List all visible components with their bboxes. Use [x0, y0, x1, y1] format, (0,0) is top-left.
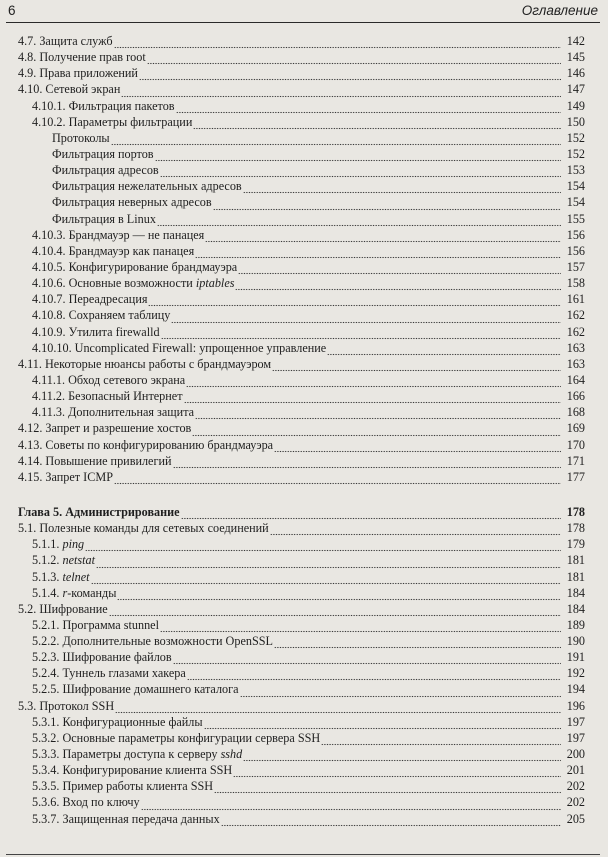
toc-leader-dots: [160, 162, 561, 178]
toc-entry-title: [18, 453, 172, 469]
toc-entry-title: [18, 601, 108, 617]
toc-entry-title: [18, 520, 269, 536]
toc-entry-title: [32, 340, 326, 356]
toc-row[interactable]: [18, 420, 585, 436]
toc-row[interactable]: [18, 211, 585, 227]
toc-entry-text: Фильтрация адресов: [52, 163, 159, 178]
toc-entry-title: [32, 291, 147, 307]
toc-row[interactable]: [18, 372, 585, 388]
toc-page-number: 146: [566, 66, 585, 81]
toc-entry-text: 5.2.3. Шифрование файлов: [32, 650, 172, 665]
toc-page-number: 162: [566, 324, 585, 339]
toc-entry-text: 5.1. Полезные команды для сетевых соединений: [18, 521, 269, 536]
toc-row[interactable]: [18, 324, 585, 340]
toc-page-number: 162: [566, 308, 585, 323]
toc-entry-title: [32, 114, 192, 130]
toc-page-number: 201: [566, 763, 585, 778]
toc-row[interactable]: [18, 356, 585, 372]
toc-entry-emphasis: netstat: [62, 553, 95, 568]
toc-entry-title: [32, 778, 213, 794]
toc-entry-text: 4.11.3. Дополнительная защита: [32, 405, 195, 420]
toc-entry-title: [52, 162, 159, 178]
toc-entry-text: 5.2.4. Туннель глазами хакера: [32, 666, 186, 681]
toc-leader-dots: [117, 585, 561, 601]
toc-row[interactable]: [18, 469, 585, 485]
toc-entry-title: [32, 536, 84, 552]
toc-leader-dots: [171, 307, 561, 323]
toc-leader-dots: [176, 98, 561, 114]
toc-page-number: 197: [566, 714, 585, 729]
page-header-title: Оглавление: [521, 3, 598, 18]
toc-row[interactable]: [18, 714, 585, 730]
toc-entry-text: Фильтрация в Linux: [52, 211, 156, 226]
toc-page-number: 171: [566, 453, 585, 468]
toc-entry-title: [32, 665, 186, 681]
toc-row[interactable]: [18, 617, 585, 633]
toc-entry-text: 4.11.2. Безопасный Интернет: [32, 389, 183, 404]
toc-page-number: 149: [566, 98, 585, 113]
toc-entry-text: 4.8. Получение прав root: [18, 50, 146, 65]
toc-entry-title: [18, 356, 271, 372]
toc-leader-dots: [274, 633, 561, 649]
toc-entry-text: 4.11. Некоторые нюансы работы с брандмауэром: [18, 356, 272, 371]
toc-row[interactable]: [18, 81, 585, 97]
toc-entry-title: [18, 81, 120, 97]
toc-page-number: 184: [566, 601, 585, 616]
toc-row[interactable]: [18, 388, 585, 404]
toc-row[interactable]: [18, 601, 585, 617]
toc-entry-text: 4.15. Запрет ICMP: [18, 469, 113, 484]
toc-entry-text: 5.1.3.: [32, 569, 63, 584]
toc-entry-title: [32, 404, 194, 420]
page-number: 6: [8, 3, 16, 18]
toc-entry-title: [32, 762, 232, 778]
toc-page-number: 169: [566, 421, 585, 436]
toc-entry-text: 5.3. Протокол SSH: [18, 698, 115, 713]
toc-page-number: 178: [566, 521, 585, 536]
toc-leader-dots: [243, 178, 561, 194]
toc-row[interactable]: [18, 227, 585, 243]
toc-leader-dots: [274, 437, 561, 453]
toc-entry-title: [32, 388, 183, 404]
toc-row[interactable]: [18, 291, 585, 307]
toc-page-number: 192: [566, 666, 585, 681]
toc-page-number: 166: [566, 389, 585, 404]
toc-row[interactable]: [18, 569, 585, 585]
toc-entry-title: [52, 211, 156, 227]
toc-entry-title: [52, 146, 154, 162]
toc-page-number: 161: [566, 292, 585, 307]
toc-leader-dots: [272, 356, 561, 372]
toc-leader-dots: [173, 649, 561, 665]
toc-leader-dots: [327, 340, 561, 356]
toc-page-number: 158: [566, 276, 585, 291]
toc-page-number: 177: [566, 469, 585, 484]
toc-leader-dots: [184, 388, 561, 404]
toc-entry-emphasis: telnet: [62, 569, 90, 584]
toc-row[interactable]: [18, 340, 585, 356]
toc-leader-dots: [155, 146, 561, 162]
toc-row[interactable]: [18, 259, 585, 275]
toc-page-number: 205: [566, 811, 585, 826]
toc-chapter-row[interactable]: [18, 504, 585, 520]
toc-page-number: 157: [566, 259, 585, 274]
toc-entry-text: 4.12. Запрет и разрешение хостов: [18, 421, 192, 436]
bottom-rule: [6, 854, 600, 855]
toc-leader-dots: [173, 453, 561, 469]
toc-entry-title: [32, 617, 159, 633]
toc-entry-text: Фильтрация неверных адресов: [52, 195, 212, 210]
toc-row[interactable]: [18, 98, 585, 114]
toc-page-number: 191: [566, 650, 585, 665]
toc-row[interactable]: [18, 811, 585, 827]
toc-entry-title: [32, 811, 220, 827]
toc-entry-title: [32, 227, 204, 243]
toc-leader-dots: [221, 811, 561, 827]
toc-entry-title: [32, 714, 203, 730]
toc-page-number: 155: [566, 211, 585, 226]
toc-row[interactable]: [18, 307, 585, 323]
toc-leader-dots: [235, 275, 561, 291]
toc-spacer: [18, 485, 585, 504]
toc-entry-title: [18, 437, 273, 453]
toc-page-number: 184: [566, 585, 585, 600]
toc-leader-dots: [115, 698, 561, 714]
toc-entry-text: 4.10.6. Основные возможности: [32, 276, 196, 291]
toc-row[interactable]: [18, 437, 585, 453]
toc-entry-title: [32, 649, 172, 665]
toc-page-number: 152: [566, 146, 585, 161]
toc-entry-title: [32, 259, 237, 275]
toc-entry-text: 4.10.10. Uncomplicated Firewall: упрощенное управление: [32, 340, 327, 355]
toc-leader-dots: [195, 243, 561, 259]
toc-entry-text: 4.10.7. Переадресация: [32, 292, 148, 307]
toc-row[interactable]: [18, 130, 585, 146]
toc-row[interactable]: [18, 794, 585, 810]
toc-leader-dots: [111, 130, 561, 146]
toc-row[interactable]: [18, 536, 585, 552]
toc-row[interactable]: [18, 746, 585, 762]
toc-entry-text: 5.3.6. Вход по ключу: [32, 795, 140, 810]
toc-entry-text: 5.2. Шифрование: [18, 601, 108, 616]
toc-entry-text: Глава 5. Администрирование: [18, 504, 180, 519]
toc-row[interactable]: [18, 633, 585, 649]
toc-entry-title: [32, 585, 116, 601]
toc-leader-dots: [181, 504, 561, 520]
toc-entry-text: 5.3.5. Пример работы клиента SSH: [32, 779, 214, 794]
toc-leader-dots: [141, 794, 561, 810]
toc-row[interactable]: [18, 520, 585, 536]
toc-entry-text: Фильтрация портов: [52, 146, 154, 161]
toc-leader-dots: [157, 211, 561, 227]
toc-leader-dots: [109, 601, 561, 617]
table-of-contents: [18, 33, 585, 827]
toc-entry-text: Протоколы: [52, 130, 110, 145]
toc-page-number: 164: [566, 372, 585, 387]
toc-page-number: 197: [566, 730, 585, 745]
toc-leader-dots: [187, 665, 561, 681]
toc-entry-text: 4.10.4. Брандмауэр как панацея: [32, 243, 195, 258]
toc-page-number: 196: [566, 698, 585, 713]
toc-entry-title: [18, 698, 114, 714]
toc-page-number: 147: [566, 82, 585, 97]
toc-leader-dots: [161, 324, 561, 340]
toc-entry-title: [18, 65, 138, 81]
toc-entry-text: 4.14. Повышение привилегий: [18, 453, 172, 468]
toc-page-number: 200: [566, 747, 585, 762]
toc-entry-emphasis: r: [62, 585, 68, 600]
toc-entry-text: 5.1.4.: [32, 585, 63, 600]
toc-page-number: 154: [566, 179, 585, 194]
toc-entry-text: 4.9. Права приложений: [18, 66, 138, 81]
toc-page-number: 145: [566, 50, 585, 65]
toc-row[interactable]: [18, 778, 585, 794]
toc-entry-title: [32, 633, 273, 649]
toc-entry-title: [32, 98, 175, 114]
toc-leader-dots: [160, 617, 561, 633]
toc-leader-dots: [270, 520, 561, 536]
toc-entry-text: 4.10.2. Параметры фильтрации: [32, 114, 193, 129]
toc-leader-dots: [205, 227, 561, 243]
toc-entry-emphasis: sshd: [220, 747, 243, 762]
toc-page-number: 163: [566, 340, 585, 355]
toc-entry-text: 4.10.5. Конфигурирование брандмауэра: [32, 259, 238, 274]
toc-page-number: 163: [566, 356, 585, 371]
toc-entry-emphasis: ping: [62, 537, 85, 552]
toc-entry-text: 4.11.1. Обход сетевого экрана: [32, 372, 186, 387]
toc-entry-text: 4.10.1. Фильтрация пакетов: [32, 98, 175, 113]
toc-entry-title: [18, 49, 146, 65]
toc-row[interactable]: [18, 649, 585, 665]
toc-leader-dots: [85, 536, 561, 552]
toc-entry-text: 5.2.5. Шифрование домашнего каталога: [32, 682, 239, 697]
toc-leader-dots: [121, 81, 561, 97]
toc-leader-dots: [213, 194, 561, 210]
toc-entry-title: [32, 275, 234, 291]
toc-leader-dots: [321, 730, 561, 746]
toc-entry-text: 5.3.1. Конфигурационные файлы: [32, 714, 203, 729]
toc-page-number: 156: [566, 243, 585, 258]
toc-entry-title: [18, 420, 191, 436]
toc-entry-text: 5.2.2. Дополнительные возможности OpenSSL: [32, 634, 273, 649]
toc-leader-dots: [238, 259, 561, 275]
toc-leader-dots: [204, 714, 561, 730]
toc-page-number: 154: [566, 195, 585, 210]
toc-row[interactable]: [18, 552, 585, 568]
toc-entry-title: [32, 307, 170, 323]
toc-page-number: 170: [566, 437, 585, 452]
toc-row[interactable]: [18, 65, 585, 81]
toc-row[interactable]: [18, 665, 585, 681]
toc-entry-suffix: -команды: [67, 585, 117, 600]
toc-page-number: 153: [566, 163, 585, 178]
toc-leader-dots: [186, 372, 561, 388]
toc-entry-text: 4.10.9. Утилита firewalld: [32, 324, 160, 339]
toc-row[interactable]: [18, 730, 585, 746]
toc-entry-title: [52, 130, 110, 146]
toc-leader-dots: [214, 778, 561, 794]
toc-page-number: 179: [566, 537, 585, 552]
toc-entry-title: [32, 569, 90, 585]
page-header: [6, 0, 600, 23]
toc-leader-dots: [240, 681, 561, 697]
toc-entry-text: 5.1.1.: [32, 537, 63, 552]
toc-row[interactable]: [18, 162, 585, 178]
toc-page-number: 142: [566, 34, 585, 48]
toc-row[interactable]: [18, 146, 585, 162]
toc-page-number: 189: [566, 617, 585, 632]
toc-entry-text: 5.3.4. Конфигурирование клиента SSH: [32, 763, 233, 778]
toc-entry-title: [18, 33, 113, 49]
toc-entry-text: 5.2.1. Программа stunnel: [32, 617, 159, 632]
toc-page-number: 194: [566, 682, 585, 697]
toc-leader-dots: [114, 33, 561, 49]
toc-row[interactable]: [18, 114, 585, 130]
toc-row[interactable]: [18, 178, 585, 194]
toc-leader-dots: [193, 114, 561, 130]
toc-row[interactable]: [18, 404, 585, 420]
toc-entry-emphasis: iptables: [195, 276, 235, 291]
toc-page-number: 150: [566, 114, 585, 129]
toc-entry-title: [52, 194, 212, 210]
toc-row[interactable]: [18, 585, 585, 601]
toc-page-number: 181: [566, 569, 585, 584]
toc-leader-dots: [96, 552, 561, 568]
toc-page-number: 168: [566, 405, 585, 420]
toc-row[interactable]: [18, 243, 585, 259]
toc-leader-dots: [147, 49, 561, 65]
toc-entry-title: [32, 681, 239, 697]
toc-leader-dots: [192, 420, 561, 436]
toc-entry-text: 5.3.3. Параметры доступа к серверу: [32, 747, 221, 762]
toc-leader-dots: [114, 469, 561, 485]
toc-entry-text: 4.7. Защита служб: [18, 34, 113, 48]
toc-entry-text: 4.10. Сетевой экран: [18, 82, 121, 97]
toc-entry-text: Фильтрация нежелательных адресов: [52, 179, 242, 194]
toc-entry-title: [18, 469, 113, 485]
toc-row[interactable]: [18, 275, 585, 291]
toc-entry-text: 4.10.8. Сохраняем таблицу: [32, 308, 171, 323]
toc-row[interactable]: [18, 681, 585, 697]
toc-entry-title: [32, 746, 242, 762]
toc-leader-dots: [195, 404, 561, 420]
toc-entry-title: [18, 504, 180, 520]
toc-row[interactable]: [18, 762, 585, 778]
toc-page-number: 202: [566, 779, 585, 794]
toc-entry-text: 4.13. Советы по конфигурированию брандмауэра: [18, 437, 274, 452]
toc-entry-title: [32, 730, 320, 746]
toc-entry-text: 5.1.2.: [32, 553, 63, 568]
toc-entry-title: [32, 243, 194, 259]
toc-row[interactable]: [18, 194, 585, 210]
toc-leader-dots: [148, 291, 561, 307]
toc-entry-title: [32, 794, 140, 810]
toc-leader-dots: [91, 569, 561, 585]
toc-entry-text: 4.10.3. Брандмауэр — не панацея: [32, 227, 205, 242]
toc-page-number: 202: [566, 795, 585, 810]
toc-row[interactable]: [18, 33, 585, 49]
toc-leader-dots: [243, 746, 561, 762]
toc-page-number: 156: [566, 227, 585, 242]
toc-row[interactable]: [18, 453, 585, 469]
toc-entry-text: 5.3.7. Защищенная передача данных: [32, 811, 220, 826]
toc-page-number: 178: [566, 504, 585, 519]
toc-entry-text: 5.3.2. Основные параметры конфигурации сервера SSH: [32, 730, 321, 745]
toc-page-number: 181: [566, 553, 585, 568]
toc-entry-title: [32, 372, 185, 388]
toc-page-number: 190: [566, 634, 585, 649]
toc-entry-title: [32, 552, 95, 568]
toc-leader-dots: [139, 65, 561, 81]
toc-row[interactable]: [18, 698, 585, 714]
toc-page-number: 152: [566, 130, 585, 145]
toc-entry-title: [32, 324, 160, 340]
toc-entry-title: [52, 178, 242, 194]
toc-row[interactable]: [18, 49, 585, 65]
toc-leader-dots: [233, 762, 561, 778]
